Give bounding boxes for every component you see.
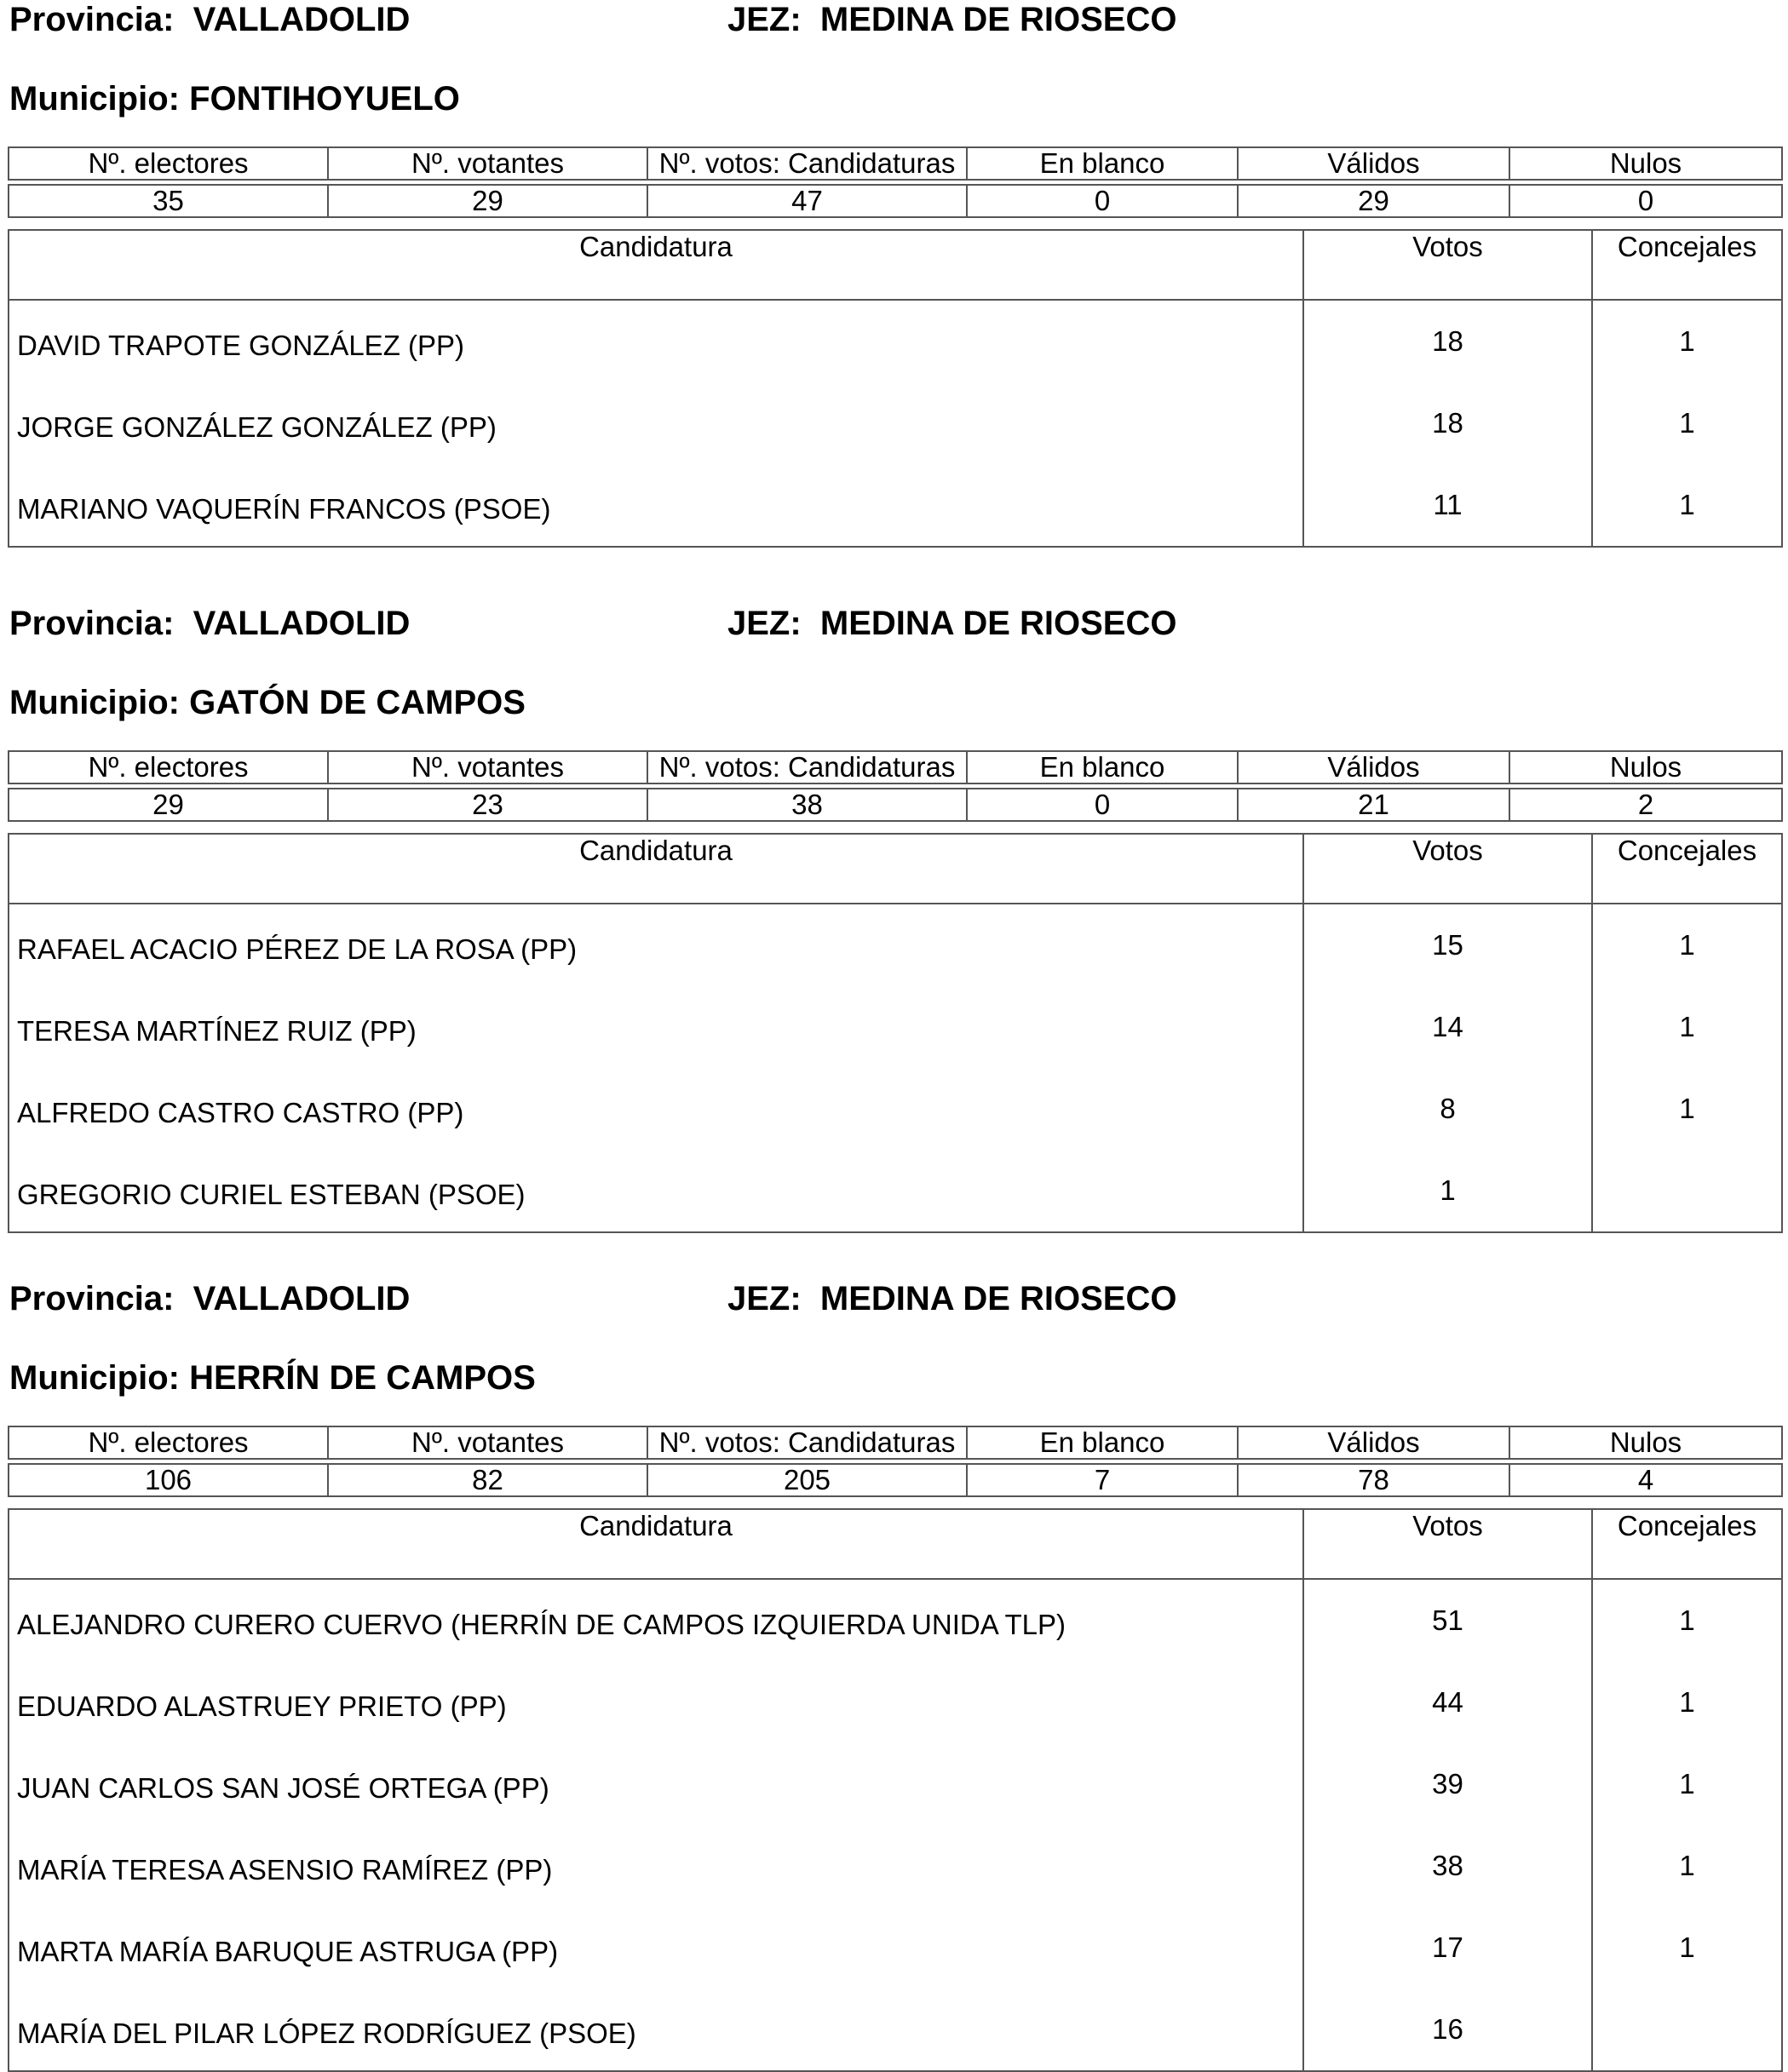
summary-header-cell: Nº. votos: Candidaturas — [647, 1426, 967, 1459]
jez-value: MEDINA DE RIOSECO — [819, 605, 1177, 642]
summary-header-row — [9, 751, 1782, 783]
municipality-section — [8, 0, 1781, 525]
candidate-name: JORGE GONZÁLEZ GONZÁLEZ (PP) — [9, 382, 1303, 464]
candidate-name: ALFREDO CASTRO CASTRO (PP) — [9, 1068, 1303, 1150]
candidate-row — [9, 464, 1782, 547]
provincia-label: Provincia: — [9, 1280, 175, 1317]
candidate-row — [9, 1662, 1782, 1743]
candidates-header-cell: Candidatura — [9, 834, 1303, 904]
summary-value-cell: 29 — [1238, 185, 1509, 217]
candidates-header-row — [9, 1509, 1782, 1579]
candidate-name: TERESA MARTÍNEZ RUIZ (PP) — [9, 986, 1303, 1068]
candidate-name: GREGORIO CURIEL ESTEBAN (PSOE) — [9, 1150, 1303, 1232]
summary-value-cell: 2 — [1509, 789, 1782, 821]
summary-header-cell: Nº. votos: Candidaturas — [647, 147, 967, 180]
candidate-votes: 44 — [1303, 1662, 1592, 1743]
candidate-row — [9, 1743, 1782, 1825]
candidate-name: RAFAEL ACACIO PÉREZ DE LA ROSA (PP) — [9, 904, 1303, 986]
candidate-seats: 1 — [1592, 1743, 1782, 1825]
summary-header-cell: Nº. electores — [9, 1426, 328, 1459]
summary-value-row — [9, 789, 1782, 821]
municipio-heading — [9, 683, 526, 722]
municipio-heading — [9, 79, 460, 118]
candidate-votes: 38 — [1303, 1825, 1592, 1907]
candidate-row — [9, 1825, 1782, 1907]
municipio-value: GATÓN DE CAMPOS — [189, 684, 526, 721]
jez-value: MEDINA DE RIOSECO — [819, 1, 1177, 38]
summary-header-cell: Nulos — [1509, 751, 1782, 783]
candidate-seats: 1 — [1592, 986, 1782, 1068]
candidate-name: ALEJANDRO CURERO CUERVO (HERRÍN DE CAMPOS IZQUIERDA UNIDA TLP) — [9, 1579, 1303, 1662]
summary-header-cell: Nº. votantes — [328, 751, 647, 783]
candidates-header-row — [9, 834, 1782, 904]
summary-value-cell: 7 — [967, 1464, 1238, 1496]
summary-table — [8, 1426, 1783, 1497]
provincia-label: Provincia: — [9, 1, 175, 38]
summary-value-cell: 82 — [328, 1464, 647, 1496]
candidates-table — [8, 229, 1783, 548]
candidates-table — [8, 833, 1783, 1233]
summary-table — [8, 750, 1783, 822]
summary-value-row — [9, 1464, 1782, 1496]
municipio-label: Municipio: — [9, 684, 180, 721]
summary-header-cell: Válidos — [1238, 751, 1509, 783]
candidate-votes: 39 — [1303, 1743, 1592, 1825]
candidate-row — [9, 1907, 1782, 1989]
summary-header-cell: Nº. votantes — [328, 1426, 647, 1459]
jez-heading — [727, 0, 1176, 39]
summary-value-cell: 35 — [9, 185, 328, 217]
provincia-heading — [9, 1279, 410, 1318]
candidate-votes: 15 — [1303, 904, 1592, 986]
provincia-value: VALLADOLID — [193, 1, 411, 38]
summary-value-cell: 78 — [1238, 1464, 1509, 1496]
candidate-votes: 8 — [1303, 1068, 1592, 1150]
candidate-votes: 18 — [1303, 300, 1592, 382]
summary-table — [8, 146, 1783, 218]
candidates-header-cell: Votos — [1303, 834, 1592, 904]
candidate-seats: 1 — [1592, 382, 1782, 464]
summary-header-cell: Nº. votantes — [328, 147, 647, 180]
summary-header-cell: Nº. votos: Candidaturas — [647, 751, 967, 783]
summary-header-cell: Válidos — [1238, 1426, 1509, 1459]
jez-heading — [727, 1279, 1176, 1318]
summary-header-cell: En blanco — [967, 1426, 1238, 1459]
candidate-name: JUAN CARLOS SAN JOSÉ ORTEGA (PP) — [9, 1743, 1303, 1825]
provincia-value: VALLADOLID — [193, 1280, 411, 1317]
summary-value-cell: 0 — [1509, 185, 1782, 217]
candidate-name: DAVID TRAPOTE GONZÁLEZ (PP) — [9, 300, 1303, 382]
candidate-name: MARÍA TERESA ASENSIO RAMÍREZ (PP) — [9, 1825, 1303, 1907]
summary-value-cell: 29 — [9, 789, 328, 821]
candidates-header-cell: Concejales — [1592, 1509, 1782, 1579]
candidates-header-cell: Votos — [1303, 1509, 1592, 1579]
jez-value: MEDINA DE RIOSECO — [819, 1280, 1177, 1317]
summary-header-cell: Nº. electores — [9, 147, 328, 180]
summary-header-row — [9, 147, 1782, 180]
jez-heading — [727, 604, 1176, 643]
candidate-row — [9, 1579, 1782, 1662]
candidate-seats: 1 — [1592, 1662, 1782, 1743]
candidate-seats: 1 — [1592, 1825, 1782, 1907]
summary-value-cell: 29 — [328, 185, 647, 217]
summary-header-cell: Válidos — [1238, 147, 1509, 180]
municipio-value: FONTIHOYUELO — [189, 80, 460, 118]
summary-value-cell: 205 — [647, 1464, 967, 1496]
candidate-name: MARTA MARÍA BARUQUE ASTRUGA (PP) — [9, 1907, 1303, 1989]
candidate-name: EDUARDO ALASTRUEY PRIETO (PP) — [9, 1662, 1303, 1743]
provincia-value: VALLADOLID — [193, 605, 411, 642]
summary-value-cell: 106 — [9, 1464, 328, 1496]
provincia-heading — [9, 0, 410, 39]
provincia-jez-line — [8, 604, 1781, 643]
candidate-votes: 51 — [1303, 1579, 1592, 1662]
summary-value-row — [9, 185, 1782, 217]
candidate-votes: 16 — [1303, 1989, 1592, 2071]
candidates-header-row — [9, 230, 1782, 300]
candidate-seats: 1 — [1592, 904, 1782, 986]
candidates-header-cell: Candidatura — [9, 1509, 1303, 1579]
summary-header-row — [9, 1426, 1782, 1459]
provincia-jez-line — [8, 0, 1781, 39]
candidates-header-cell: Concejales — [1592, 834, 1782, 904]
candidate-row — [9, 1150, 1782, 1232]
summary-header-cell: En blanco — [967, 751, 1238, 783]
candidate-seats: 1 — [1592, 464, 1782, 547]
candidate-row — [9, 300, 1782, 382]
candidate-votes: 11 — [1303, 464, 1592, 547]
summary-header-cell: Nulos — [1509, 147, 1782, 180]
summary-value-cell: 23 — [328, 789, 647, 821]
summary-value-cell: 0 — [967, 185, 1238, 217]
municipio-label: Municipio: — [9, 1359, 180, 1397]
summary-value-cell: 0 — [967, 789, 1238, 821]
summary-value-cell: 47 — [647, 185, 967, 217]
candidate-name: MARÍA DEL PILAR LÓPEZ RODRÍGUEZ (PSOE) — [9, 1989, 1303, 2071]
candidate-votes: 18 — [1303, 382, 1592, 464]
candidate-seats — [1592, 1150, 1782, 1232]
summary-value-cell: 38 — [647, 789, 967, 821]
candidates-header-cell: Candidatura — [9, 230, 1303, 300]
jez-label: JEZ: — [727, 1, 802, 38]
candidate-seats: 1 — [1592, 1068, 1782, 1150]
municipality-section — [8, 1279, 1781, 2049]
candidates-header-cell: Concejales — [1592, 230, 1782, 300]
jez-label: JEZ: — [727, 605, 802, 642]
candidate-name: MARIANO VAQUERÍN FRANCOS (PSOE) — [9, 464, 1303, 547]
candidates-header-cell: Votos — [1303, 230, 1592, 300]
candidate-row — [9, 382, 1782, 464]
summary-value-cell: 21 — [1238, 789, 1509, 821]
jez-label: JEZ: — [727, 1280, 802, 1317]
candidate-row — [9, 1068, 1782, 1150]
summary-value-cell: 4 — [1509, 1464, 1782, 1496]
candidate-seats: 1 — [1592, 1579, 1782, 1662]
candidate-votes: 14 — [1303, 986, 1592, 1068]
municipio-label: Municipio: — [9, 80, 180, 118]
provincia-heading — [9, 604, 410, 643]
candidate-row — [9, 986, 1782, 1068]
summary-header-cell: En blanco — [967, 147, 1238, 180]
candidates-table — [8, 1508, 1783, 2072]
candidate-row — [9, 1989, 1782, 2071]
municipio-heading — [9, 1358, 536, 1398]
municipio-value: HERRÍN DE CAMPOS — [189, 1359, 536, 1397]
summary-header-cell: Nulos — [1509, 1426, 1782, 1459]
candidate-seats — [1592, 1989, 1782, 2071]
provincia-label: Provincia: — [9, 605, 175, 642]
candidate-row — [9, 904, 1782, 986]
summary-header-cell: Nº. electores — [9, 751, 328, 783]
candidate-votes: 1 — [1303, 1150, 1592, 1232]
provincia-jez-line — [8, 1279, 1781, 1318]
candidate-votes: 17 — [1303, 1907, 1592, 1989]
candidate-seats: 1 — [1592, 1907, 1782, 1989]
candidate-seats: 1 — [1592, 300, 1782, 382]
municipality-section — [8, 604, 1781, 1210]
